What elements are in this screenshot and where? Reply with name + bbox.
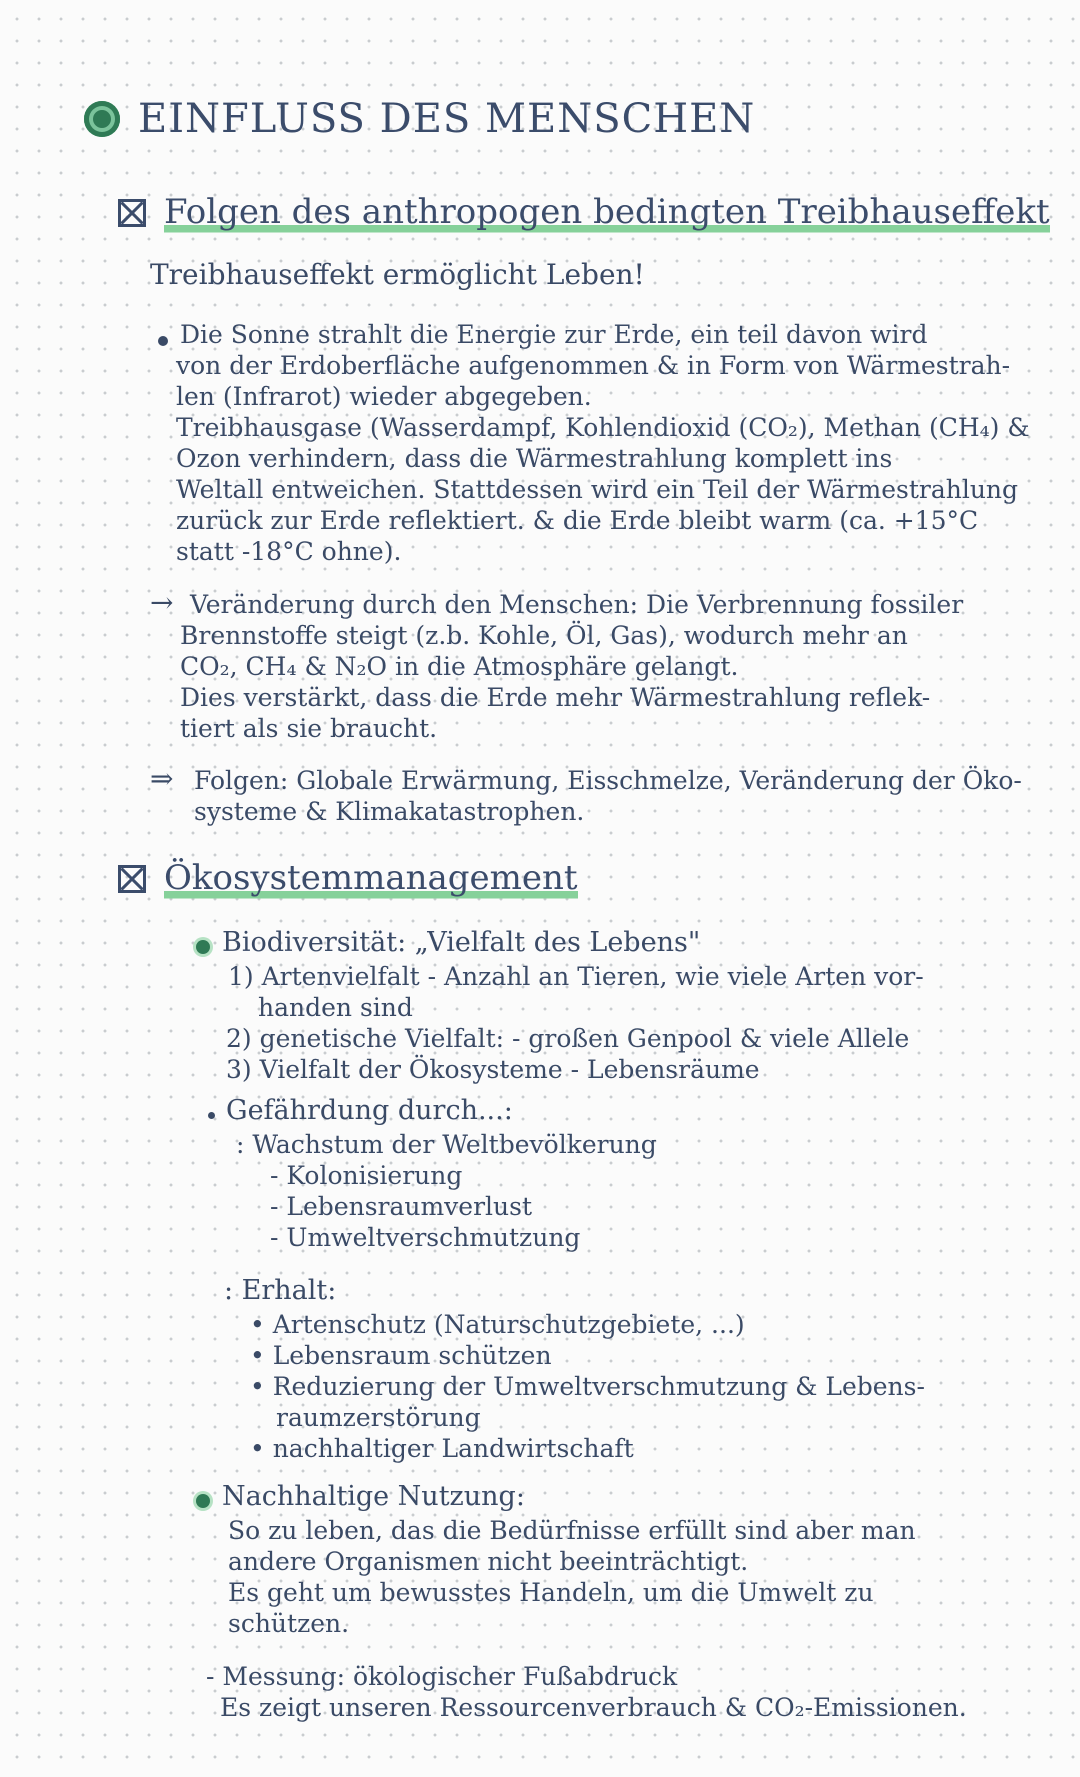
text-line: Ozon verhindern, dass die Wärmestrahlung komplett ins: [176, 444, 893, 473]
text-line: CO₂, CH₄ & N₂O in die Atmosphäre gelangt.: [180, 652, 739, 681]
spiral-icon: [84, 101, 120, 137]
text-line: raumzerstörung: [276, 1403, 481, 1432]
bullet-dot-icon: [208, 1112, 215, 1119]
green-bullet-icon: [196, 1494, 210, 1508]
text-line: - Umweltverschmutzung: [270, 1223, 581, 1252]
bullet-dot-icon: [158, 336, 168, 346]
checked-box-icon: [118, 199, 146, 227]
text-line: : Erhalt:: [224, 1275, 337, 1306]
text-line: • Lebensraum schützen: [250, 1341, 552, 1370]
text-line: Brennstoffe steigt (z.b. Kohle, Öl, Gas), wodurch mehr an: [180, 621, 908, 650]
text-line: 1) Artenvielfalt - Anzahl an Tieren, wie viele Arten vor-: [228, 962, 924, 991]
text-line: Gefährdung durch...:: [226, 1095, 513, 1126]
text-line: Es zeigt unseren Ressourcenverbrauch & CO₂-Emissionen.: [220, 1693, 967, 1722]
text-line: Veränderung durch den Menschen: Die Verbrennung fossiler: [190, 590, 964, 619]
text-line: len (Infrarot) wieder abgegeben.: [176, 382, 592, 411]
text-line: : Wachstum der Weltbevölkerung: [236, 1130, 657, 1159]
page-title: EINFLUSS DES MENSCHEN: [138, 96, 756, 142]
text-line: Folgen: Globale Erwärmung, Eisschmelze, Veränderung der Öko-: [194, 766, 1022, 795]
text-line: Treibhausgase (Wasserdampf, Kohlendioxid (CO₂), Methan (CH₄) &: [176, 413, 1030, 442]
text-line: - Lebensraumverlust: [270, 1192, 533, 1221]
text-line: - Kolonisierung: [270, 1161, 463, 1190]
text-line: schützen.: [228, 1609, 350, 1638]
double-arrow-icon: ⇒: [150, 762, 174, 795]
text-line: tiert als sie braucht.: [180, 714, 438, 743]
text-line: - Messung: ökologischer Fußabdruck: [206, 1662, 678, 1691]
text-line: von der Erdoberfläche aufgenommen & in Form von Wärmestrah-: [176, 351, 1011, 380]
text-line: Die Sonne strahlt die Energie zur Erde, ein teil davon wird: [180, 320, 928, 349]
text-line: 2) genetische Vielfalt: - großen Genpool & viele Allele: [226, 1024, 910, 1053]
section-title: Folgen des anthropogen bedingten Treibhauseffekt: [164, 192, 1050, 232]
text-line: 3) Vielfalt der Ökosysteme - Lebensräume: [226, 1055, 760, 1084]
text-line: • nachhaltiger Landwirtschaft: [250, 1434, 634, 1463]
text-line: Es geht um bewusstes Handeln, um die Umwelt zu: [228, 1578, 874, 1607]
text-line: systeme & Klimakatastrophen.: [194, 797, 585, 826]
section-heading-oekosystem: [118, 858, 578, 900]
green-bullet-icon: [196, 940, 210, 954]
text-line: Dies verstärkt, dass die Erde mehr Wärmestrahlung reflek-: [180, 683, 931, 712]
section-heading-treibhauseffekt: [118, 192, 1050, 234]
text-line: • Artenschutz (Naturschutzgebiete, ...): [250, 1310, 745, 1339]
title-row: [84, 96, 755, 142]
text-line: statt -18°C ohne).: [176, 537, 402, 566]
checked-box-icon: [118, 865, 146, 893]
subheading: Treibhauseffekt ermöglicht Leben!: [150, 258, 645, 291]
text-line: • Reduzierung der Umweltverschmutzung & Lebens-: [250, 1372, 925, 1401]
arrow-right-icon: →: [150, 586, 174, 619]
text-line: Weltall entweichen. Stattdessen wird ein Teil der Wärmestrahlung: [176, 475, 1019, 504]
text-line: Nachhaltige Nutzung:: [222, 1481, 525, 1512]
text-line: Biodiversität: „Vielfalt des Lebens": [222, 927, 701, 958]
section-title: Ökosystemmanagement: [164, 858, 578, 898]
text-line: handen sind: [258, 993, 413, 1022]
text-line: So zu leben, das die Bedürfnisse erfüllt sind aber man: [228, 1516, 916, 1545]
text-line: zurück zur Erde reflektiert. & die Erde bleibt warm (ca. +15°C: [176, 506, 979, 535]
text-line: andere Organismen nicht beeinträchtigt.: [228, 1547, 749, 1576]
